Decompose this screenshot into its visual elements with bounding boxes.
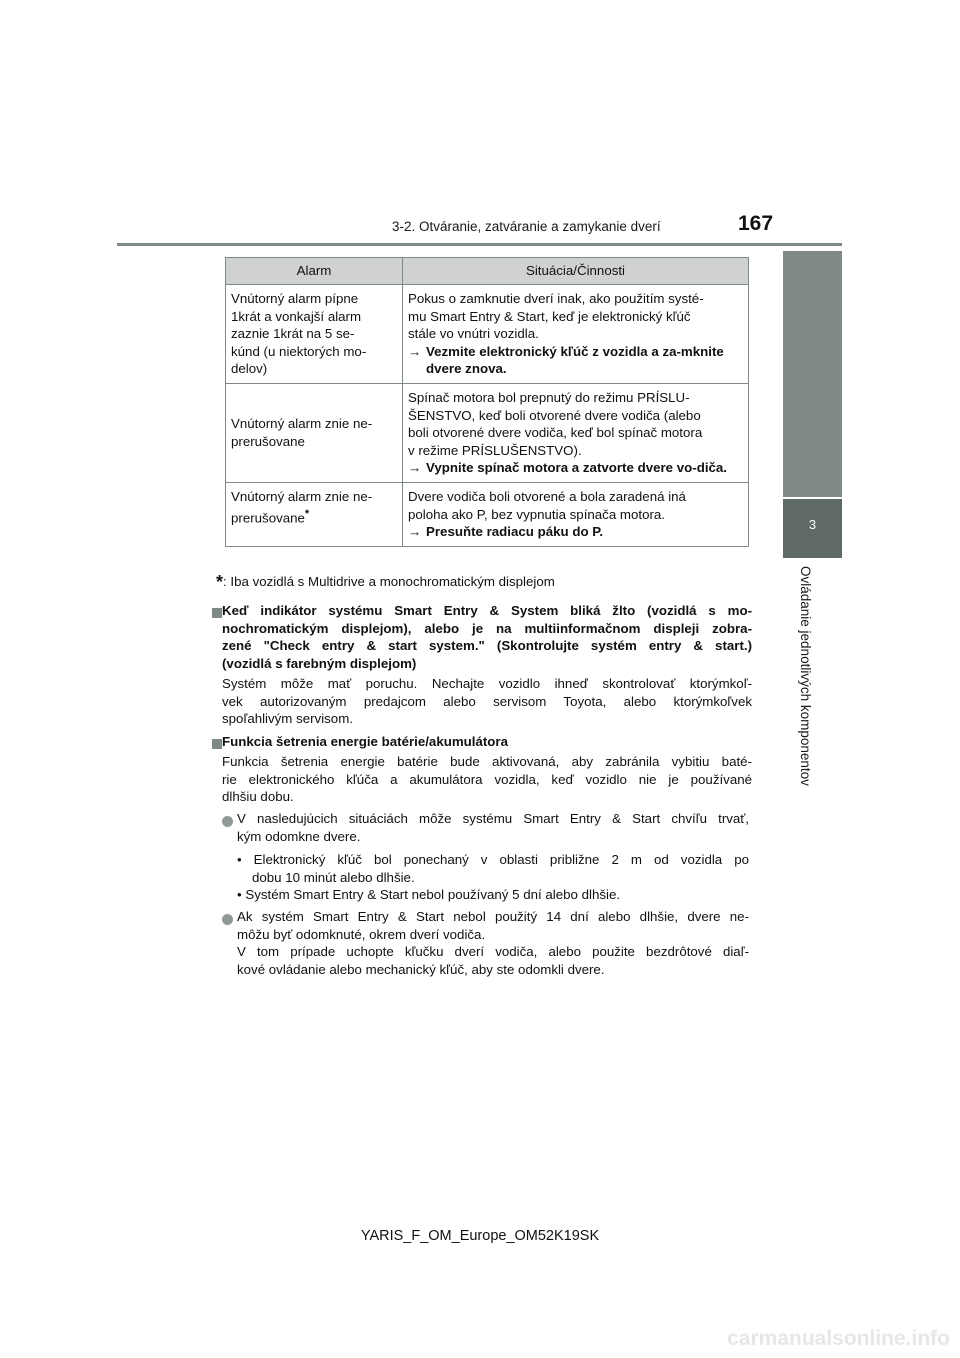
body-line: spoľahlivým servisom.: [222, 711, 353, 727]
sub-item-line: • Elektronický kľúč bol ponechaný v oblasti približne 2 m od vozidla po: [237, 852, 749, 867]
action-label: Vezmite elektronický kľúč z vozidla a za-mknite dvere znova.: [426, 343, 724, 377]
table-row: [226, 383, 749, 482]
bullet-icon: [222, 914, 233, 925]
heading-line: Keď indikátor systému Smart Entry & System bliká žlto (vozidlá s mo-: [222, 603, 752, 618]
table-header-row: [226, 258, 749, 285]
table-row: [226, 285, 749, 384]
sub-item-line: dobu 10 minút alebo dlhšie.: [252, 869, 415, 885]
action-text: [408, 343, 743, 378]
cell-line: Spínač motora bol prepnutý do režimu PRÍSLU-: [408, 389, 690, 405]
bullet-line: V tom prípade uchopte kľučku dverí vodiča, alebo použite bezdrôtové diaľ-: [237, 944, 749, 960]
page-number: 167: [738, 212, 774, 235]
cell-line: prerušovane: [231, 433, 305, 449]
bullet-line: môžu byť odomknuté, okrem dverí vodiča.: [237, 926, 486, 942]
watermark: carmanualsonline.info: [727, 1327, 950, 1350]
cell-line: 1krát a vonkajší alarm: [231, 308, 362, 324]
section-heading: [222, 602, 752, 672]
cell-line: boli otvorené dvere vodiča, keď bol spínač motora: [408, 425, 703, 441]
table-footnote: [216, 572, 555, 593]
section-header: 3-2. Otváranie, zatváranie a zamykanie dverí: [392, 219, 661, 234]
cell-line: Dvere vodiča boli otvorené a bola zaradená iná: [408, 488, 686, 504]
alarm-table: [225, 257, 749, 547]
cell-line: zaznie 1krát na 5 se-: [231, 326, 355, 342]
header-situation: Situácia/Činnosti: [403, 258, 749, 285]
footnote-text: : Iba vozidlá s Multidrive a monochromatickým displejom: [223, 574, 555, 589]
alarm-cell: [226, 383, 403, 482]
action-label: Presuňte radiacu páku do P.: [426, 524, 604, 540]
bullet-item: [237, 810, 749, 845]
cell-line: stále vo vnútri vozidla.: [408, 326, 539, 342]
body-line: Systém môže mať poruchu. Nechajte vozidlo ihneď skontrolovať ktorýmkoľ-: [222, 676, 752, 691]
footnote-star: *: [216, 572, 224, 592]
cell-line: v režime PRÍSLUŠENSTVO).: [408, 442, 582, 458]
body-line: Funkcia šetrenia energie batérie bude aktivovaná, aby zabránila vybitiu baté-: [222, 754, 752, 769]
cell-line: kúnd (u niektorých mo-: [231, 343, 367, 359]
bullet-line: V nasledujúcich situáciách môže systému Smart Entry & Start chvíľu trvať,: [237, 811, 749, 826]
heading-line: nochromatickým displejom), alebo je na multiinformačnom displeji zobra-: [222, 620, 752, 636]
sub-item-line: • Systém Smart Entry & Start nebol používaný 5 dní alebo dlhšie.: [237, 887, 621, 903]
cell-line: Pokus o zamknutie dverí inak, ako použitím systé-: [408, 291, 704, 306]
alarm-cell: [226, 482, 403, 546]
section-body: [222, 753, 752, 806]
side-tab-bar: [783, 251, 842, 497]
footnote-marker: *: [304, 507, 310, 520]
section-heading: [222, 733, 752, 751]
situation-cell: [403, 285, 749, 384]
cell-line: [231, 506, 397, 527]
chapter-number: 3: [808, 517, 817, 532]
heading-line: zené "Check entry & start system." (Skontrolujte systém entry & start.): [222, 638, 752, 654]
heading-line: Funkcia šetrenia energie batérie/akumulátora: [222, 734, 508, 749]
table-row: [226, 482, 749, 546]
cell-line: Vnútorný alarm pípne: [231, 291, 359, 306]
cell-text: prerušovane: [231, 509, 305, 525]
bullet-item: [237, 908, 749, 978]
action-label: Vypnite spínač motora a zatvorte dvere vo-diča.: [426, 460, 727, 476]
bullet-icon: [222, 816, 233, 827]
body-line: vek autorizovaným predajcom alebo servisom Toyota, alebo ktorýmkoľvek: [222, 693, 752, 709]
bullet-line: kým odomkne dvere.: [237, 828, 361, 844]
action-text: [408, 523, 743, 541]
section-square-icon: [212, 608, 222, 618]
cell-line: mu Smart Entry & Start, keď je elektronický kľúč: [408, 308, 691, 324]
header-alarm: Alarm: [226, 258, 403, 285]
cell-line: Vnútorný alarm znie ne-: [231, 488, 373, 504]
arrow-icon: →: [408, 343, 422, 359]
body-line: dlhšiu dobu.: [222, 789, 294, 805]
situation-cell: [403, 482, 749, 546]
bullet-line: kové ovládanie alebo mechanický kľúč, aby ste odomkli dvere.: [237, 961, 605, 977]
arrow-icon: →: [408, 524, 422, 540]
section-square-icon: [212, 739, 222, 749]
alarm-cell: [226, 285, 403, 384]
cell-line: delov): [231, 361, 268, 377]
bullet-line: Ak systém Smart Entry & Start nebol použitý 14 dní alebo dlhšie, dvere ne-: [237, 909, 749, 924]
header-rule: [117, 243, 842, 246]
arrow-icon: →: [408, 460, 422, 476]
cell-line: ŠENSTVO, keď boli otvorené dvere vodiča (alebo: [408, 407, 701, 423]
sub-list: [237, 851, 749, 904]
cell-line: Vnútorný alarm znie ne-: [231, 416, 373, 432]
body-line: rie elektronického kľúča a akumulátora vozidla, keď vozidlo nie je používané: [222, 771, 752, 787]
heading-line: (vozidlá s farebným displejom): [222, 655, 417, 671]
situation-cell: [403, 383, 749, 482]
cell-line: poloha ako P, bez vypnutia spínača motora.: [408, 506, 665, 522]
chapter-title: Ovládanie jednotlivých komponentov: [798, 566, 813, 786]
action-text: [408, 459, 743, 477]
section-body: [222, 675, 752, 728]
document-code: YARIS_F_OM_Europe_OM52K19SK: [360, 1228, 600, 1244]
